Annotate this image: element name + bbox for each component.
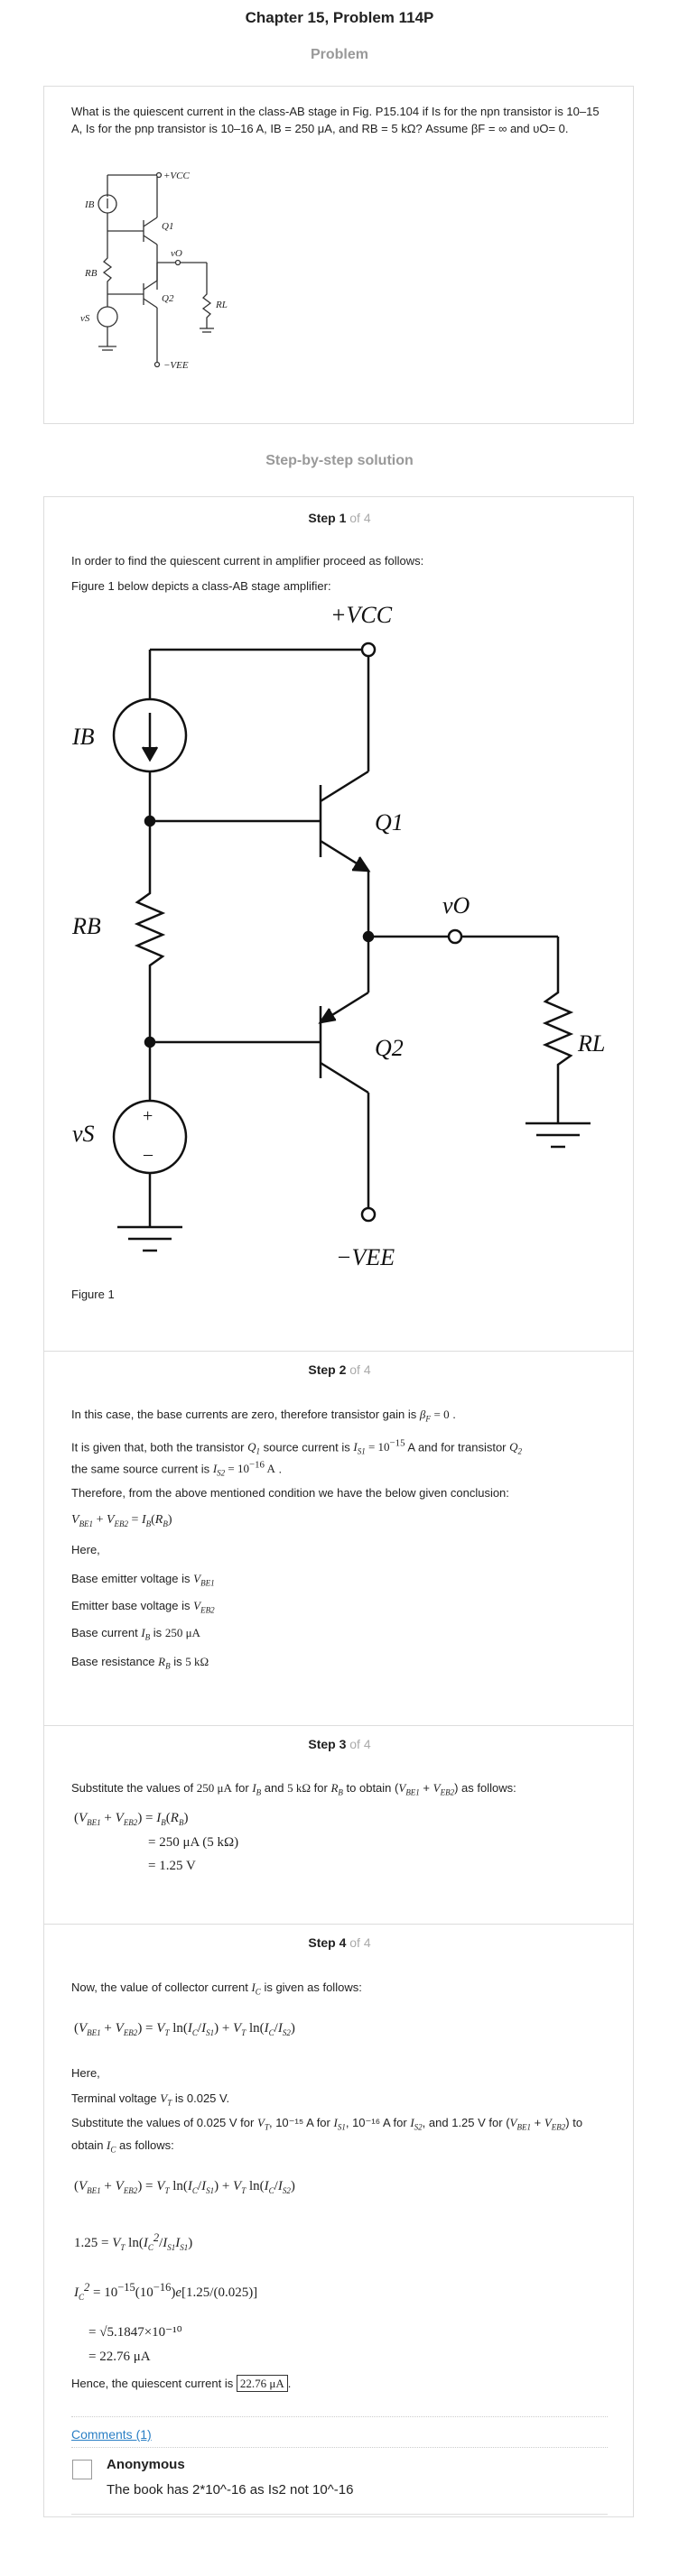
comments-divider <box>71 2416 608 2417</box>
step-4-substitute: Substitute the values of 0.025 V for $V_T$, 10⁻¹⁵ A for $I_{S1}$, 10⁻¹⁶ A for $I_{S2}$, and 1.25 V for $(V_{BE1} + V_{EB2})$ to obtain $I_C$ as follows: <box>71 2116 583 2155</box>
comment-author: Anonymous <box>107 2457 185 2472</box>
step-4-eq-2: $(V_{BE1} + V_{EB2}) = V_T$ $\ln(I_C/I_{S1}) + V_T$ $\ln(I_C/I_{S2})$ <box>74 2179 295 2195</box>
answer-box: 22.76 μA <box>237 2375 288 2392</box>
page-title: Chapter 15, Problem 114P <box>245 9 434 26</box>
step-separator <box>43 1351 634 1352</box>
problem-text: What is the quiescent current in the class-AB stage in Fig. P15.104 if Is for the npn transistor is 10–15 A, Is for the pnp transistor is 10–16 A, IB = 250 μA, and RB = 5 kΩ? Assume βF = ∞ and υO= 0. <box>71 105 600 135</box>
comment-text: The book has 2*10^-16 as Is2 not 10^-16 <box>107 2482 354 2498</box>
step-4-eq-3: $1.25 = V_T$ $\ln(I_C^2/I_{S1}I_{S1})$ <box>74 2231 193 2252</box>
step-3-line-1: Substitute the values of 250 μA for $I_B$ and 5 kΩ for $R_B$ to obtain $(V_{BE1} + V_{EB2})$ as follows: <box>71 1781 516 1797</box>
fig1-ib-label: IB <box>72 724 95 750</box>
problem-circuit-thumbnail <box>71 168 342 411</box>
fig1-vo-label: vO <box>442 892 470 919</box>
fig1-vs-label: vS <box>72 1121 95 1147</box>
thumb-vcc-label: +VCC <box>163 171 190 181</box>
step-4-conclusion: Hence, the quiescent current is 22.76 μA . <box>71 2377 292 2390</box>
problem-heading: Problem <box>310 47 368 62</box>
step-3-title: Step 3 of 4 <box>308 1737 371 1751</box>
step-separator <box>43 1924 634 1925</box>
thumb-rb-label: RB <box>85 268 98 279</box>
comments-divider <box>71 2447 608 2448</box>
thumb-vee-label: −VEE <box>163 360 189 371</box>
step-4-eq-4: $I_C^2 = 10^{-15}(10^{-16})e[1.25/(0.025)]$ <box>74 2281 258 2302</box>
step-2-here: Here, <box>71 1543 100 1556</box>
step-1-title: Step 1 of 4 <box>308 511 371 525</box>
step-4-line-1: Now, the value of collector current $I_C$ is given as follows: <box>71 1980 362 1997</box>
step-4-eq-6: = 22.76 μA <box>88 2350 151 2364</box>
problem-card <box>43 86 634 424</box>
step-3-eq-2: = 250 μA (5 kΩ) <box>148 1835 239 1850</box>
step-3-eq-1: $(V_{BE1} + V_{EB2}) = I_B(R_B)$ <box>74 1811 189 1827</box>
step-1-line-1: In order to find the quiescent current in amplifier proceed as follows: <box>71 554 424 568</box>
figure-1-circuit <box>45 596 606 1281</box>
fig1-vee-label: −VEE <box>336 1244 395 1270</box>
svg-text:–: – <box>144 1144 153 1164</box>
thumb-q2-label: Q2 <box>162 293 174 304</box>
step-2-def-2: Emitter base voltage is $V_{EB2}$ <box>71 1599 215 1615</box>
fig1-q2-label: Q2 <box>375 1035 404 1061</box>
step-2-line-2: It is given that, both the transistor $Q_1$ source current is $I_{S1} = 10^{-15}$ A and for transistor $Q_2$ <box>71 1438 523 1456</box>
step-2-def-3: Base current $I_B$ is 250 μA <box>71 1626 200 1642</box>
step-separator <box>43 1725 634 1726</box>
thumb-q1-label: Q1 <box>162 221 174 232</box>
comments-divider <box>71 2514 608 2515</box>
fig1-rb-label: RB <box>72 913 101 939</box>
fig1-rl-label: RL <box>578 1030 606 1057</box>
step-2-equation: $V_{BE1} + V_{EB2} = I_B(R_B)$ <box>71 1513 172 1528</box>
step-2-def-4: Base resistance $R_B$ is 5 kΩ <box>71 1655 209 1671</box>
step-2-def-1: Base emitter voltage is $V_{BE1}$ <box>71 1572 215 1588</box>
thumb-vs-label: vS <box>80 313 90 324</box>
step-3-eq-3: = 1.25 V <box>148 1859 196 1873</box>
comment-avatar-checkbox[interactable] <box>72 2460 92 2479</box>
fig1-vcc-label: +VCC <box>330 602 393 628</box>
step-2-line-1: In this case, the base currents are zero, therefore transistor gain is $\beta_F = 0$ . <box>71 1408 456 1424</box>
step-4-eq-1: $(V_{BE1} + V_{EB2}) = V_T$ $\ln(I_C/I_{S1}) + V_T$ $\ln(I_C/I_{S2})$ <box>74 2021 295 2037</box>
step-4-eq-5: = √5.1847×10⁻¹⁰ <box>88 2325 182 2340</box>
fig1-q1-label: Q1 <box>375 809 404 836</box>
step-4-here: Here, <box>71 2066 100 2080</box>
figure-1-caption: Figure 1 <box>71 1288 115 1301</box>
comments-link[interactable]: Comments (1) <box>71 2427 152 2442</box>
step-4-terminal-voltage: Terminal voltage $V_T$ is 0.025 V. <box>71 2091 230 2108</box>
thumb-rl-label: RL <box>216 300 228 310</box>
svg-text:+: + <box>143 1106 153 1126</box>
thumb-ib-label: IB <box>85 199 95 210</box>
step-2-line-3: Therefore, from the above mentioned condition we have the below given conclusion: <box>71 1486 509 1500</box>
solution-heading: Step-by-step solution <box>265 453 414 468</box>
step-2-line-2b: the same source current is $I_{S2} = 10^{-16}$ A . <box>71 1460 283 1478</box>
thumb-vo-label: vO <box>171 248 182 259</box>
step-2-title: Step 2 of 4 <box>308 1362 371 1377</box>
step-4-title: Step 4 of 4 <box>308 1935 371 1950</box>
step-1-line-2: Figure 1 below depicts a class-AB stage amplifier: <box>71 579 331 593</box>
